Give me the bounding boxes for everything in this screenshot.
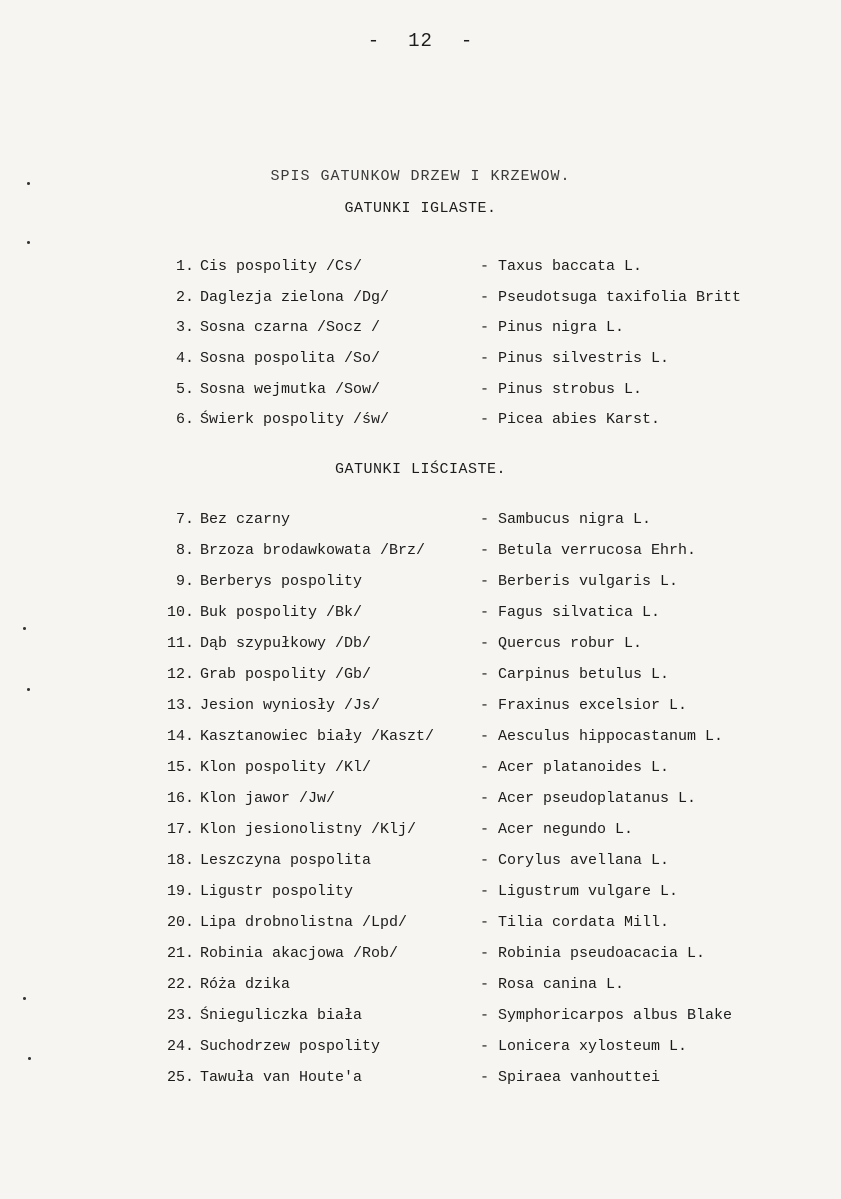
list-item: 19. Ligustr pospolity - Ligustrum vulgare L. [150,883,810,914]
margin-speck [23,997,26,1000]
section-heading-deciduous: GATUNKI LIŚCIASTE. [334,461,507,478]
list-item: 14. Kasztanowiec biały /Kaszt/ - Aesculus hippocastanum L. [150,728,810,759]
list-item: 21. Robinia akacjowa /Rob/ - Robinia pseudoacacia L. [150,945,810,976]
species-list-deciduous [150,511,810,1100]
list-item: 18. Leszczyna pospolita - Corylus avellana L. [150,852,810,883]
list-item: 2. Daglezja zielona /Dg/ - Pseudotsuga taxifolia Britt [150,289,810,320]
list-item: 16. Klon jawor /Jw/ - Acer pseudoplatanus L. [150,790,810,821]
list-item: 7. Bez czarny - Sambucus nigra L. [150,511,810,542]
margin-speck [27,688,30,691]
list-item: 22. Róża dzika - Rosa canina L. [150,976,810,1007]
list-item: 23. Śnieguliczka biała - Symphoricarpos albus Blake [150,1007,810,1038]
list-item: 15. Klon pospolity /Kl/ - Acer platanoides L. [150,759,810,790]
section-heading-coniferous: GATUNKI IGLASTE. [344,200,497,217]
list-item: 5. Sosna wejmutka /Sow/ - Pinus strobus L. [150,381,810,412]
list-item: 24. Suchodrzew pospolity - Lonicera xylosteum L. [150,1038,810,1069]
page-number: - 12 - [367,30,474,52]
list-item: 9. Berberys pospolity - Berberis vulgaris L. [150,573,810,604]
list-item: 17. Klon jesionolistny /Klj/ - Acer negundo L. [150,821,810,852]
margin-speck [27,182,30,185]
species-list-coniferous [150,258,810,442]
list-item: 6. Świerk pospolity /św/ - Picea abies Karst. [150,411,810,442]
list-item: 25. Tawuła van Houte'a - Spiraea vanhouttei [150,1069,810,1100]
margin-speck [27,241,30,244]
list-item: 20. Lipa drobnolistna /Lpd/ - Tilia cordata Mill. [150,914,810,945]
margin-speck [28,1057,31,1060]
list-item: 10. Buk pospolity /Bk/ - Fagus silvatica L. [150,604,810,635]
list-item: 4. Sosna pospolita /So/ - Pinus silvestris L. [150,350,810,381]
list-item: 1. Cis pospolity /Cs/ - Taxus baccata L. [150,258,810,289]
margin-speck [23,627,26,630]
list-item: 13. Jesion wyniosły /Js/ - Fraxinus excelsior L. [150,697,810,728]
list-item: 8. Brzoza brodawkowata /Brz/ - Betula verrucosa Ehrh. [150,542,810,573]
list-item: 3. Sosna czarna /Socz / - Pinus nigra L. [150,319,810,350]
document-title: SPIS GATUNKOW DRZEW I KRZEWOW. [270,168,571,185]
list-item: 11. Dąb szypułkowy /Db/ - Quercus robur L. [150,635,810,666]
list-item: 12. Grab pospolity /Gb/ - Carpinus betulus L. [150,666,810,697]
